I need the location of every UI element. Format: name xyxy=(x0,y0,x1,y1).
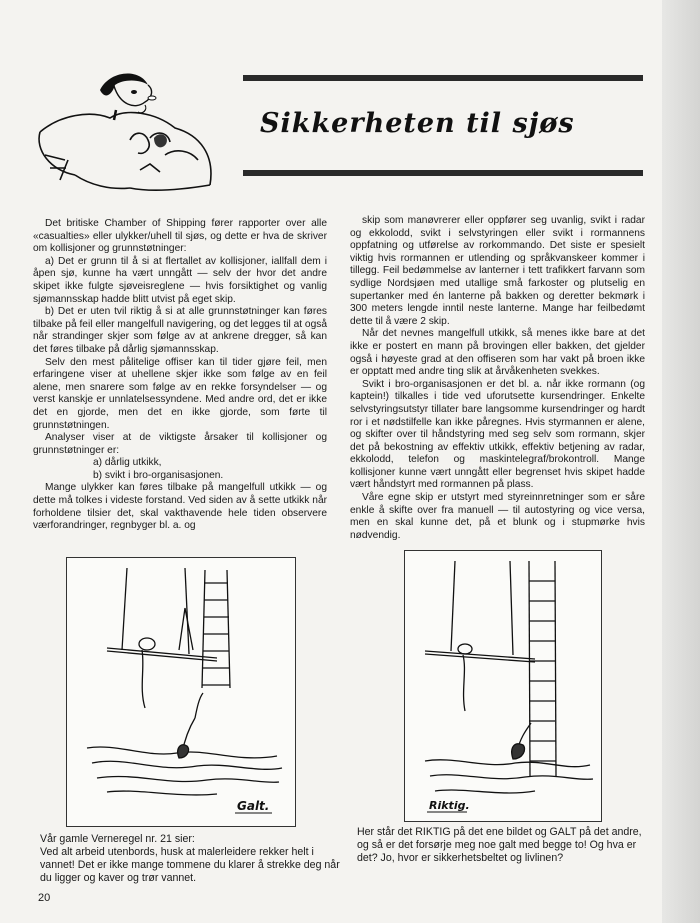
paragraph: Svikt i bro-organisasjonen er det bl. a. når ikke rormann (og kaptein!) tilkalles i tide ved uforutsette kursendringer. Enkelte selvstyringsutstyr tillater bare langsomme kursendringer og hardt ror i et nødstilfelle kan ikke påregnes. Hvis styrmannen er alene, og skifter over til håndstyring med seg selv som rormann, skjer det på bekostning av effektiv utkikk, effektiv betjening av radar, ekkolodd, telefon og maskintelegraf/brokontroll. Mange kollisjoner kunne vært unngått eller begrenset hvis skipet hadde vært håndstyrt med rormannen på plass. xyxy=(350,378,645,491)
paragraph: Selv den mest pålitelige offiser kan til tider gjøre feil, men erfaringene viser at uhellene skjer ikke som følge av en feil alene, men snarere som følge av en rekke forsyndelser — og verst kanskje er unnlatelsessyndene. Med andre ord, det er ikke det en gjorde, men det en ikke gjorde, som førte til grunnstøtningen. xyxy=(33,356,327,431)
page-edge xyxy=(662,0,700,923)
paragraph: Analyser viser at de viktigste årsaker til kollisjoner og grunnstøtninger er: xyxy=(33,432,327,456)
figure-galt xyxy=(66,557,296,827)
caption-verneregel xyxy=(40,833,340,885)
caption-text: Her står det RIKTIG på det ene bildet og GALT på det andre, og så er det forsørje meg noe galt med begge to! Og hva er det? Jo, hvor er sikkerhetsbeltet og livlinen? xyxy=(357,826,642,864)
ladder-in-water-drawing-wrong xyxy=(67,558,295,826)
header-rule-bottom xyxy=(243,170,643,176)
paragraph: b) Det er uten tvil riktig å si at alle grunnstøtninger kan føres tilbake på feil eller mangelfull navigering, og det legges til at også når strandinger skjer som følge av at ankrene dregger, så kan det føres tilbake på dårlig sjømannsskap. xyxy=(33,306,327,355)
paragraph: Våre egne skip er utstyrt med styreinnretninger som er såre enkle å skifte over fra manuell — til autostyring og vice versa, men en skal kunne det, på et blunk og i stupmørke hvis nødvendig. xyxy=(350,492,645,541)
caption-riktig-galt xyxy=(357,826,649,865)
paragraph: Når det nevnes mangelfull utkikk, så menes ikke bare at det ikke er postert en mann på brovingen eller bakken, det gjelder også i høyeste grad at den offiseren som har vakt på broen ikke er opptatt med andre ting slik at årvåkenheten svekkes. xyxy=(350,328,645,378)
caption-text: Vår gamle Verneregel nr. 21 sier: Ved alt arbeid utenbords, husk at malerleidere rekker helt i vannet! Det er ikke mange tommene du klarer å strekke deg når du ligger og kaver og trør vannet. xyxy=(40,833,340,884)
paragraph: a) Det er grunn til å si at flertallet av kollisjoner, iallfall dem i åpen sjø, kunne ha vært unngått — selv der hvor det andre skipet ikke fulgte sjøveisreglene — hvis forsiktighet og vanlig sjømannsskap hadde blitt utvist på eget skip. xyxy=(33,255,327,305)
figure-riktig xyxy=(404,550,602,822)
left-text-column xyxy=(33,218,327,533)
list-item: b) svikt i bro-organisasjonen. xyxy=(93,469,224,481)
header-rule-top xyxy=(243,75,643,81)
article-title: Sikkerheten til sjøs xyxy=(260,108,575,139)
ladder-in-water-drawing-right xyxy=(405,551,601,821)
figure-label-galt: Galt. xyxy=(237,799,270,813)
right-text-column xyxy=(350,215,645,542)
list-item: a) dårlig utkikk, xyxy=(93,457,162,469)
figure-label-riktig: Riktig. xyxy=(429,799,470,812)
paragraph: Det britiske Chamber of Shipping fører rapporter over alle «casualties» eller ulykker/uhell til sjøs, og dette er hva de skriver om kollisjoner og grunnstøtninger: xyxy=(33,218,327,255)
paragraph: skip som manøvrerer eller oppfører seg uvanlig, svikt i radar og ekkolodd, svikt i selvstyringen eller svikt i rormannens oppfatning og utførelse av rorkommando. Det siste er spesielt viktig hvis rormannen er utlending og språkvanskeer kommer i tillegg. Feil bedømmelse av lanterner i tett trafikkert farvann som sydlige Nordsjøen med utallige små farkoster og plutselig en supertanker med én lanterne på bakken og deretter bekmørk i 300 meters lengde inntil neste lanterne. Mange har feilbedømt dette til å være 2 skip. xyxy=(350,215,645,327)
paragraph: Mange ulykker kan føres tilbake på mangelfull utkikk — og dette må tolkes i videste forstand. Ved siden av å sette utkikk når forholdene tilsier det, skal vakthavende hele tiden observere værforandringer, regnbyger bl. a. og xyxy=(33,482,327,532)
page-number: 20 xyxy=(38,892,51,904)
cartoon-sailors-illustration xyxy=(30,60,230,195)
